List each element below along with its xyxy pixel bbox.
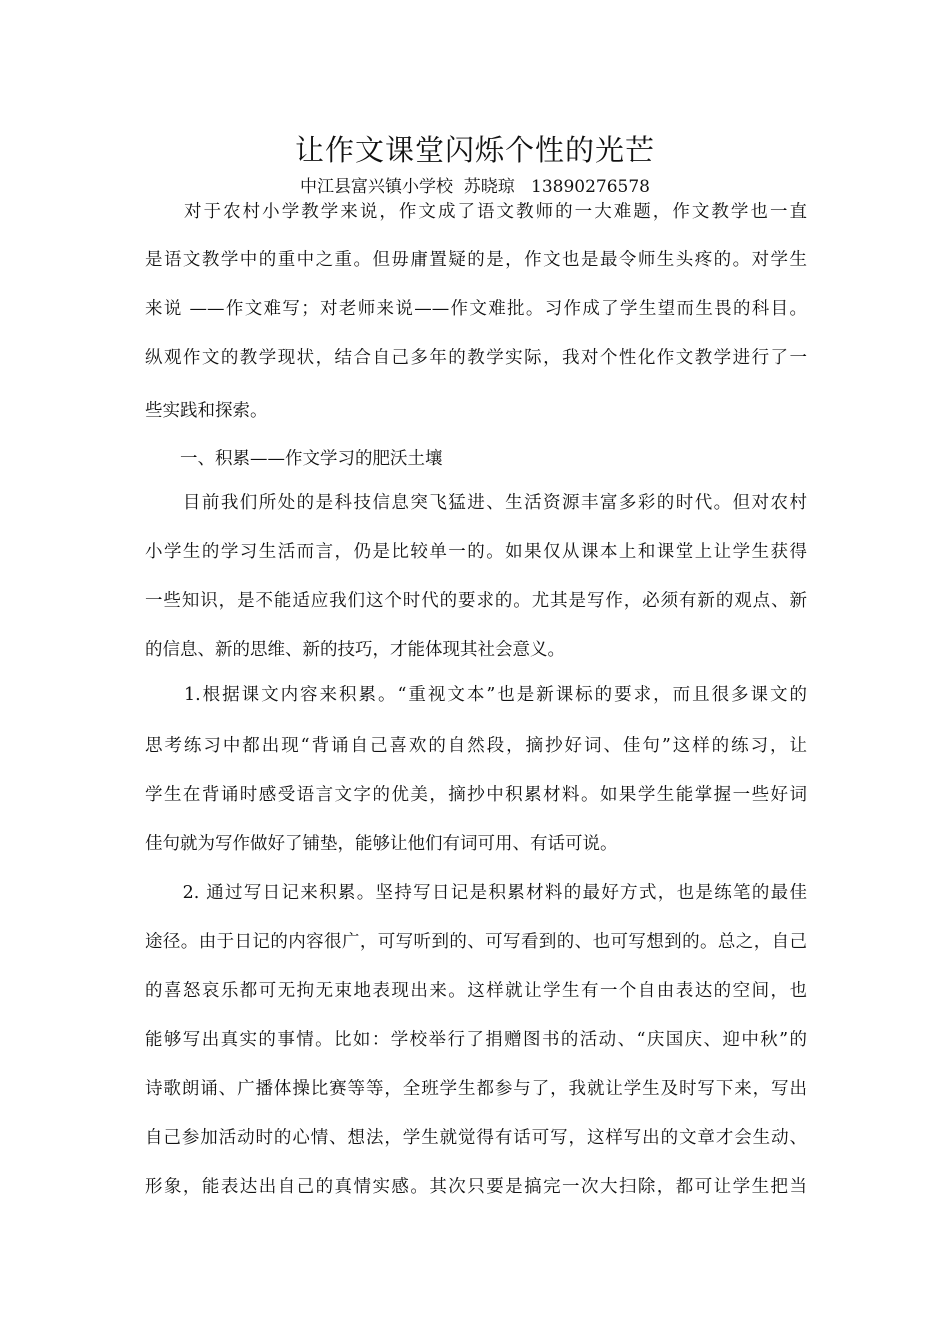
paragraph-line: 些实践和探索。 xyxy=(145,401,268,421)
paragraph-line: 学生在背诵时感受语言文字的优美，摘抄中积累材料。如果学生能掌握一些好词 xyxy=(145,785,807,805)
paragraph-line: 佳句就为写作做好了铺垫，能够让他们有词可用、有话可说。 xyxy=(145,834,618,854)
paragraph-line: 1.根据课文内容来积累。“重视文本”也是新课标的要求，而且很多课文的 xyxy=(145,685,807,705)
paragraph-line: 目前我们所处的是科技信息突飞猛进、生活资源丰富多彩的时代。但对农村 xyxy=(145,493,807,513)
paragraph-line: 来说 ——作文难写；对老师来说——作文难批。习作成了学生望而生畏的科目。 xyxy=(145,299,807,319)
paragraph-line: 是语文教学中的重中之重。但毋庸置疑的是，作文也是最令师生头疼的。对学生 xyxy=(145,250,807,270)
author-name: 苏晓琼 xyxy=(463,177,515,197)
paragraph-line: 小学生的学习生活而言，仍是比较单一的。如果仅从课本上和课堂上让学生获得 xyxy=(145,542,807,562)
paragraph-line: 途径。由于日记的内容很广，可写听到的、可写看到的、也可写想到的。总之，自己 xyxy=(145,932,807,952)
paragraph-line: 诗歌朗诵、广播体操比赛等等，全班学生都参与了，我就让学生及时写下来，写出 xyxy=(145,1079,807,1099)
paragraph-line: 思考练习中都出现“背诵自己喜欢的自然段，摘抄好词、佳句”这样的练习，让 xyxy=(145,736,807,756)
paragraph-line: 对于农村小学教学来说，作文成了语文教师的一大难题，作文教学也一直 xyxy=(145,202,807,222)
author-line xyxy=(0,174,950,200)
paragraph-line: 自己参加活动时的心情、想法，学生就觉得有话可写，这样写出的文章才会生动、 xyxy=(145,1128,807,1148)
author-school: 中江县富兴镇小学校 xyxy=(299,177,453,197)
paragraph-line: 纵观作文的教学现状，结合自己多年的教学实际，我对个性化作文教学进行了一 xyxy=(145,348,807,368)
paragraph-line: 的喜怒哀乐都可无拘无束地表现出来。这样就让学生有一个自由表达的空间，也 xyxy=(145,981,807,1001)
section-heading: 一、积累——作文学习的肥沃土壤 xyxy=(145,449,443,469)
paragraph-line: 的信息、新的思维、新的技巧，才能体现其社会意义。 xyxy=(145,640,565,660)
paragraph-line: 形象，能表达出自己的真情实感。其次只要是搞完一次大扫除，都可让学生把当 xyxy=(145,1177,807,1197)
paragraph-line: 2. 通过写日记来积累。坚持写日记是积累材料的最好方式，也是练笔的最佳 xyxy=(145,883,807,903)
paragraph-line: 一些知识，是不能适应我们这个时代的要求的。尤其是写作，必须有新的观点、新 xyxy=(145,591,807,611)
document-title: 让作文课堂闪烁个性的光芒 xyxy=(294,133,655,167)
paragraph-line: 能够写出真实的事情。比如：学校举行了捐赠图书的活动、“庆国庆、迎中秋”的 xyxy=(145,1030,807,1050)
author-phone: 13890276578 xyxy=(531,177,650,197)
